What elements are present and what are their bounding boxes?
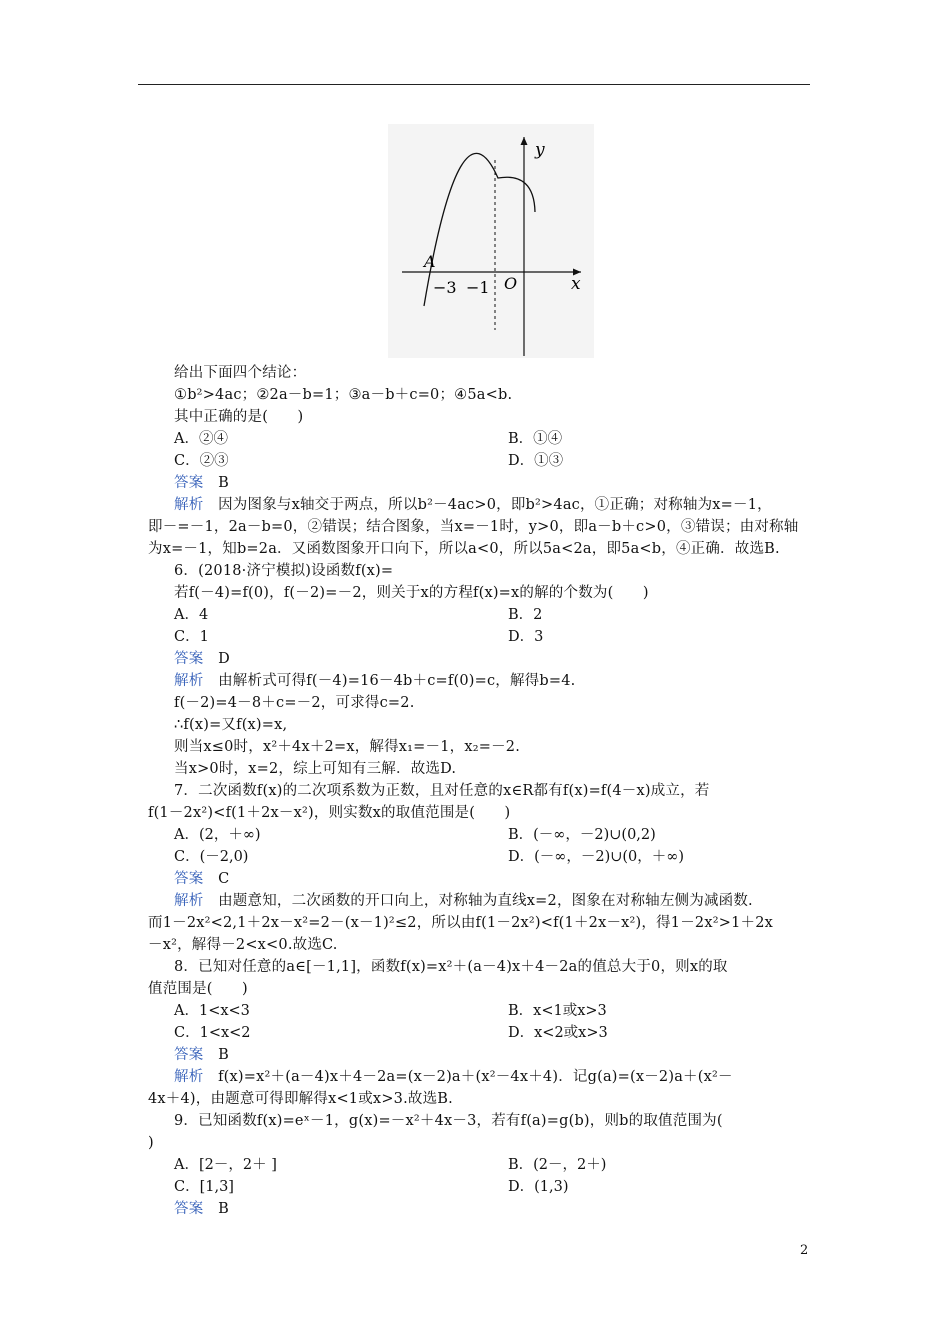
analysis-label: 解析 <box>174 497 204 513</box>
analysis-line <box>148 891 844 911</box>
answer-label: 答案 <box>174 871 204 887</box>
option-b: B．2 <box>508 607 543 623</box>
question-8-stem: 值范围是( ) <box>148 981 248 997</box>
analysis-text: 因为图象与x轴交于两点，所以b²－4ac>0，即b²>4ac，①正确；对称轴为x=－1， <box>218 497 772 513</box>
question-7-stem: 7．二次函数f(x)的二次项系数为正数，且对任意的x∈R都有f(x)=f(4－x)成立，若 <box>174 783 710 799</box>
page-number: 2 <box>800 1243 809 1258</box>
analysis-text: f(x)=x²＋(a－4)x＋4－2a=(x－2)a＋(x²－4x＋4)．记g(a)=(x－2)a＋(x²－ <box>218 1069 733 1085</box>
answer-line <box>148 1045 844 1065</box>
analysis-line <box>148 1067 844 1087</box>
answer-line <box>148 649 844 669</box>
option-c: C．1 <box>174 629 209 645</box>
option-a: A．4 <box>174 607 209 623</box>
answer-value: B <box>218 475 229 491</box>
option-a: A．1<x<3 <box>174 1003 250 1019</box>
point-a-label: A <box>424 252 436 271</box>
text-line: ①b²>4ac；②2a－b=1；③a－b＋c=0；④5a<b. <box>174 387 513 403</box>
parabola-figure <box>388 124 594 358</box>
option-d: D．x<2或x>3 <box>508 1025 608 1041</box>
origin-label: O <box>504 274 518 293</box>
answer-label: 答案 <box>174 1047 204 1063</box>
option-a: A．(2，＋∞) <box>174 827 261 843</box>
option-a: A．②④ <box>174 431 228 447</box>
tick-label-neg1: −1 <box>466 278 490 297</box>
analysis-label: 解析 <box>174 893 204 909</box>
option-b: B．①④ <box>508 431 563 447</box>
answer-value: B <box>218 1201 229 1217</box>
tick-label-neg3: −3 <box>433 278 457 297</box>
analysis-label: 解析 <box>174 673 204 689</box>
question-9-stem: ) <box>148 1135 154 1151</box>
analysis-line: f(－2)=4－8＋c=－2，可求得c=2. <box>174 695 415 711</box>
option-d: D．①③ <box>508 453 564 469</box>
question-8-stem: 8．已知对任意的a∈[－1,1]，函数f(x)=x²＋(a－4)x＋4－2a的值总大于0，则x的取 <box>174 959 728 975</box>
answer-label: 答案 <box>174 1201 204 1217</box>
analysis-line: 即－=－1，2a－b=0，②错误；结合图象，当x=－1时，y>0，即a－b＋c>0，③错误；由对称轴 <box>148 519 799 535</box>
option-b: B．(2－，2＋) <box>508 1157 607 1173</box>
text-line: 给出下面四个结论： <box>174 365 307 381</box>
y-axis-label: y <box>535 140 545 160</box>
answer-line <box>148 869 844 889</box>
question-7-stem: f(1－2x²)<f(1＋2x－x²)，则实数x的取值范围是( ) <box>148 805 511 821</box>
answer-line <box>148 1199 844 1219</box>
analysis-line: 而1－2x²<2,1＋2x－x²=2－(x－1)²≤2，所以由f(1－2x²)<f(1＋2x－x²)，得1－2x²>1＋2x <box>148 915 774 931</box>
answer-label: 答案 <box>174 475 204 491</box>
analysis-line: 当x>0时，x=2，综上可知有三解．故选D. <box>174 761 457 777</box>
option-c: C．[1,3] <box>174 1179 234 1195</box>
text-line: 其中正确的是( ) <box>174 409 304 425</box>
header-rule <box>138 84 810 85</box>
analysis-line: 则当x≤0时，x²＋4x＋2=x，解得x₁=－1，x₂=－2. <box>174 739 521 755</box>
analysis-line: －x²，解得－2<x<0.故选C. <box>148 937 338 953</box>
option-d: D．3 <box>508 629 544 645</box>
analysis-text: 由解析式可得f(－4)=16－4b＋c=f(0)=c，解得b=4. <box>218 673 576 689</box>
answer-line <box>148 473 844 493</box>
question-6-stem: 6．(2018·济宁模拟)设函数f(x)= <box>174 563 394 579</box>
x-axis-label: x <box>571 274 581 294</box>
parabola-graph <box>388 124 594 358</box>
option-c: C．1<x<2 <box>174 1025 251 1041</box>
analysis-text: 由题意知，二次函数的开口向上，对称轴为直线x=2，图象在对称轴左侧为减函数. <box>218 893 753 909</box>
analysis-line <box>148 671 844 691</box>
analysis-line <box>148 495 844 515</box>
analysis-line: 为x=－1，知b=2a．又函数图象开口向下，所以a<0，所以5a<2a，即5a<b，④正确．故选B. <box>148 541 780 557</box>
option-c: C．②③ <box>174 453 229 469</box>
y-axis-arrow <box>521 137 528 145</box>
option-a: A．[2－，2＋ ] <box>174 1157 277 1173</box>
option-d: D．(1,3) <box>508 1179 569 1195</box>
option-d: D．(－∞，－2)∪(0，＋∞) <box>508 849 685 865</box>
analysis-line: 4x＋4)，由题意可得即解得x<1或x>3.故选B. <box>148 1091 453 1107</box>
answer-label: 答案 <box>174 651 204 667</box>
answer-value: D <box>218 651 230 667</box>
option-b: B．x<1或x>3 <box>508 1003 607 1019</box>
option-b: B．(－∞，－2)∪(0,2) <box>508 827 656 843</box>
analysis-label: 解析 <box>174 1069 204 1085</box>
answer-value: C <box>218 871 230 887</box>
question-9-stem: 9．已知函数f(x)=eˣ－1，g(x)=－x²＋4x－3，若有f(a)=g(b)，则b的取值范围为( <box>174 1113 723 1129</box>
question-6-stem: 若f(－4)=f(0)，f(－2)=－2，则关于x的方程f(x)=x的解的个数为( ) <box>174 585 649 601</box>
answer-value: B <box>218 1047 229 1063</box>
option-c: C．(－2,0) <box>174 849 249 865</box>
analysis-line: ∴f(x)=又f(x)=x, <box>174 717 288 733</box>
